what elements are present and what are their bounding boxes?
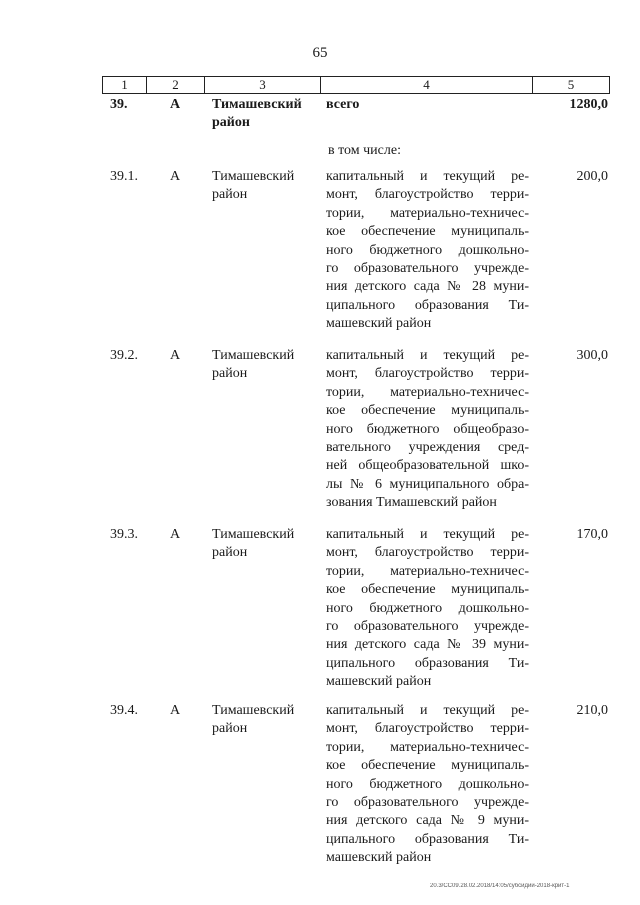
row-description xyxy=(326,168,529,334)
row-description-line: капитальный и текущий ре- xyxy=(326,703,529,718)
row-number: 39.2. xyxy=(110,348,138,363)
row-description-line: го образовательного учрежде- xyxy=(326,619,529,635)
row-description-line: лы № 6 муниципального обра- xyxy=(326,476,529,492)
row-description-line: кое обеспечение муниципаль- xyxy=(326,582,529,598)
row-description-line: го образовательного учрежде- xyxy=(326,795,529,811)
total-amount: 1280,0 xyxy=(569,97,608,112)
row-region-line: район xyxy=(212,366,248,382)
row-amount: 170,0 xyxy=(576,527,608,542)
total-category: А xyxy=(170,97,181,112)
row-description-line: ней общеобразовательной шко- xyxy=(326,458,529,474)
row-description-line: монт, благоустройство терри- xyxy=(326,545,529,561)
row-description-line: кое обеспечение муниципаль- xyxy=(326,224,529,240)
row-description-line: ния детского сада № 9 муни- xyxy=(326,813,529,829)
row-description-line: монт, благоустройство терри- xyxy=(326,366,529,382)
row-number: 39.4. xyxy=(110,703,138,718)
row-region-line: Тимашевский xyxy=(212,348,295,363)
row-description-line: ного бюджетного дошкольно- xyxy=(326,600,529,616)
row-description-line: тории, материально-техничес- xyxy=(326,739,529,755)
row-description xyxy=(326,526,529,692)
row-description-line: вательного учреждения сред- xyxy=(326,440,529,456)
row-description-line: машевский район xyxy=(326,674,432,690)
row-description-line: ния детского сада № 39 муни- xyxy=(326,637,529,653)
row-description-line: тории, материально-техничес- xyxy=(326,384,529,400)
total-number: 39. xyxy=(110,97,128,112)
row-region-line: Тимашевский xyxy=(212,703,295,718)
row-description-line: го образовательного учрежде- xyxy=(326,261,529,277)
row-description-line: кое обеспечение муниципаль- xyxy=(326,758,529,774)
row-description-line: монт, благоустройство терри- xyxy=(326,721,529,737)
row-description-line: ципального образования Ти- xyxy=(326,297,529,313)
header-col-3: 3 xyxy=(205,77,321,93)
row-description xyxy=(326,347,529,513)
row-description-line: ного бюджетного дошкольно- xyxy=(326,776,529,792)
row-description-line: тории, материально-техничес- xyxy=(326,563,529,579)
row-description-line: зования Тимашевский район xyxy=(326,495,497,511)
header-col-4: 4 xyxy=(321,77,533,93)
row-region xyxy=(212,168,318,205)
page-number: 65 xyxy=(312,45,328,61)
row-region-line: Тимашевский xyxy=(212,527,295,542)
row-region-line: район xyxy=(212,187,248,203)
total-region-line-1: Тимашевский xyxy=(212,97,302,112)
total-description: всего xyxy=(326,97,360,112)
row-category: А xyxy=(170,527,181,542)
row-amount: 210,0 xyxy=(576,703,608,718)
row-description-line: ципального образования Ти- xyxy=(326,655,529,671)
row-region-line: район xyxy=(212,545,248,561)
row-description-line: ния детского сада № 28 муни- xyxy=(326,279,529,295)
row-amount: 200,0 xyxy=(576,169,608,184)
row-region xyxy=(212,347,318,384)
header-col-1: 1 xyxy=(103,77,147,93)
row-region xyxy=(212,702,318,739)
row-description-line: капитальный и текущий ре- xyxy=(326,348,529,363)
header-col-2: 2 xyxy=(147,77,205,93)
row-description-line: монт, благоустройство терри- xyxy=(326,187,529,203)
row-description xyxy=(326,702,529,868)
row-description-line: кое обеспечение муниципаль- xyxy=(326,403,529,419)
row-category: А xyxy=(170,703,181,718)
row-description-line: капитальный и текущий ре- xyxy=(326,169,529,184)
row-category: А xyxy=(170,169,181,184)
footer-stamp: 20.3/СС09.28.02.2018/14:05/субсидии-2018-крит-1 xyxy=(430,883,570,889)
row-description-line: тории, материально-техничес- xyxy=(326,205,529,221)
row-description-line: машевский район xyxy=(326,850,432,866)
row-region xyxy=(212,526,318,563)
header-col-5: 5 xyxy=(567,77,575,92)
row-description-line: машевский район xyxy=(326,316,432,332)
row-amount: 300,0 xyxy=(576,348,608,363)
row-number: 39.1. xyxy=(110,169,138,184)
row-region-line: район xyxy=(212,721,248,737)
row-number: 39.3. xyxy=(110,527,138,542)
total-region-line-2: район xyxy=(212,115,250,131)
row-description-line: ципального образования Ти- xyxy=(326,831,529,847)
row-description-line: капитальный и текущий ре- xyxy=(326,527,529,542)
table-header xyxy=(102,76,610,94)
row-description-line: ного бюджетного общеобразо- xyxy=(326,421,529,437)
row-region-line: Тимашевский xyxy=(212,169,295,184)
total-region xyxy=(212,96,318,133)
row-category: А xyxy=(170,348,181,363)
row-description-line: ного бюджетного дошкольно- xyxy=(326,242,529,258)
in-that-number-label: в том числе: xyxy=(328,143,401,158)
